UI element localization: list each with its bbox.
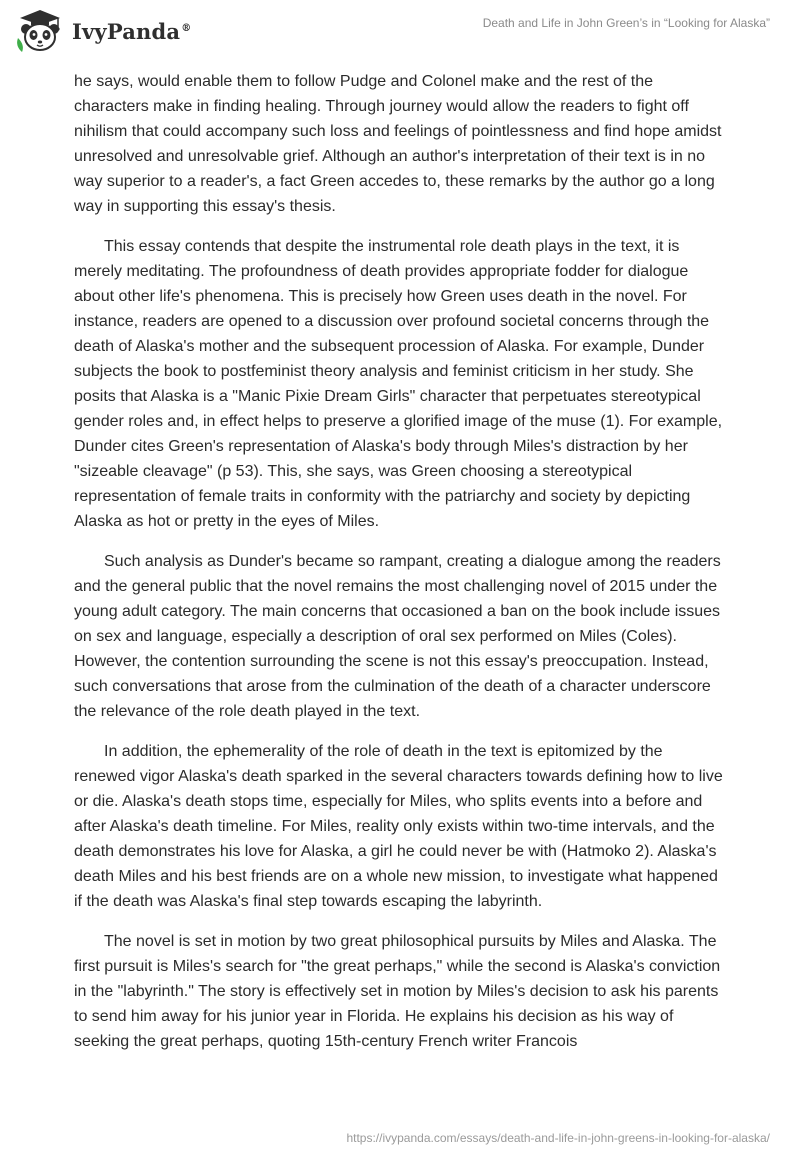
essay-body <box>74 69 726 1069</box>
document-title: Death and Life in John Green’s in “Looking for Alaska” <box>482 16 770 30</box>
essay-paragraph: Such analysis as Dunder's became so rampant, creating a dialogue among the readers and the general public that the novel remains the most challenging novel of 2015 under the young adult category. The main concerns that occasioned a ban on the book include issues on sex and language, especially a description of oral sex performed on Miles (Coles). However, the contention surrounding the scene is not this essay's preoccupation. Instead, such conversations that arose from the culmination of the death of a character underscore the relevance of the role death played in the text. <box>74 553 721 720</box>
panda-graduate-logo-icon <box>14 8 66 54</box>
registered-mark: ® <box>181 22 192 34</box>
essay-paragraph: This essay contends that despite the instrumental role death plays in the text, it is merely meditating. The profoundness of death provides appropriate fodder for dialogue about other life's phenomena. This is precisely how Green uses death in the novel. For instance, readers are opened to a discussion over profound societal concerns through the death of Alaska's mother and the subsequent procession of Alaska. For example, Dunder subjects the book to postfeminist theory analysis and feminist criticism in her study. She posits that Alaska is a "Manic Pixie Dream Girls" character that perpetuates stereotypical gender roles and, in effect helps to preserve a glorified image of the muse (1). For example, Dunder cites Green's representation of Alaska's body through Miles's distraction by her "sizeable cleavage" (p 53). This, she says, was Green choosing a stereotypical representation of female traits in conformity with the patriarchy and society by depicting Alaska as hot or pretty in the eyes of Miles. <box>74 238 723 530</box>
ivypanda-logo[interactable] <box>14 8 191 54</box>
logo-text: IvyPanda® <box>72 18 192 44</box>
essay-paragraph: In addition, the ephemerality of the role of death in the text is epitomized by the renewed vigor Alaska's death sparked in the several characters towards defining how to live or die. Alaska's death stops time, especially for Miles, who splits events into a before and after Alaska's death timeline. For Miles, reality only exists within two-time intervals, and the death demonstrates his love for Alaska, a girl he could never be with (Hatmoko 2). Alaska's death Miles and his best friends are on a whole new mission, to investigate what happened if the death was Alaska's final step towards escaping the labyrinth. <box>74 743 723 910</box>
page-header <box>0 0 800 70</box>
essay-paragraph: he says, would enable them to follow Pudge and Colonel make and the rest of the characters make in finding healing. Through journey would allow the readers to fight off nihilism that could accompany such loss and feelings of pointlessness and find hope amidst unresolved and unresolvable grief. Although an author's interpretation of their text is in no way superior to a reader's, a fact Green accedes to, these remarks by the author go a long way in supporting this essay's thesis. <box>74 73 722 215</box>
source-url-link[interactable]: https://ivypanda.com/essays/death-and-life-in-john-greens-in-looking-for-alaska/ <box>346 1131 770 1145</box>
essay-paragraph: The novel is set in motion by two great philosophical pursuits by Miles and Alaska. The first pursuit is Miles's search for "the great perhaps," while the second is Alaska's conviction in the "labyrinth." The story is effectively set in motion by Miles's decision to ask his parents to send him away for his junior year in Florida. He explains his decision as his way of seeking the great perhaps, quoting 15th-century French writer Francois <box>74 933 721 1050</box>
